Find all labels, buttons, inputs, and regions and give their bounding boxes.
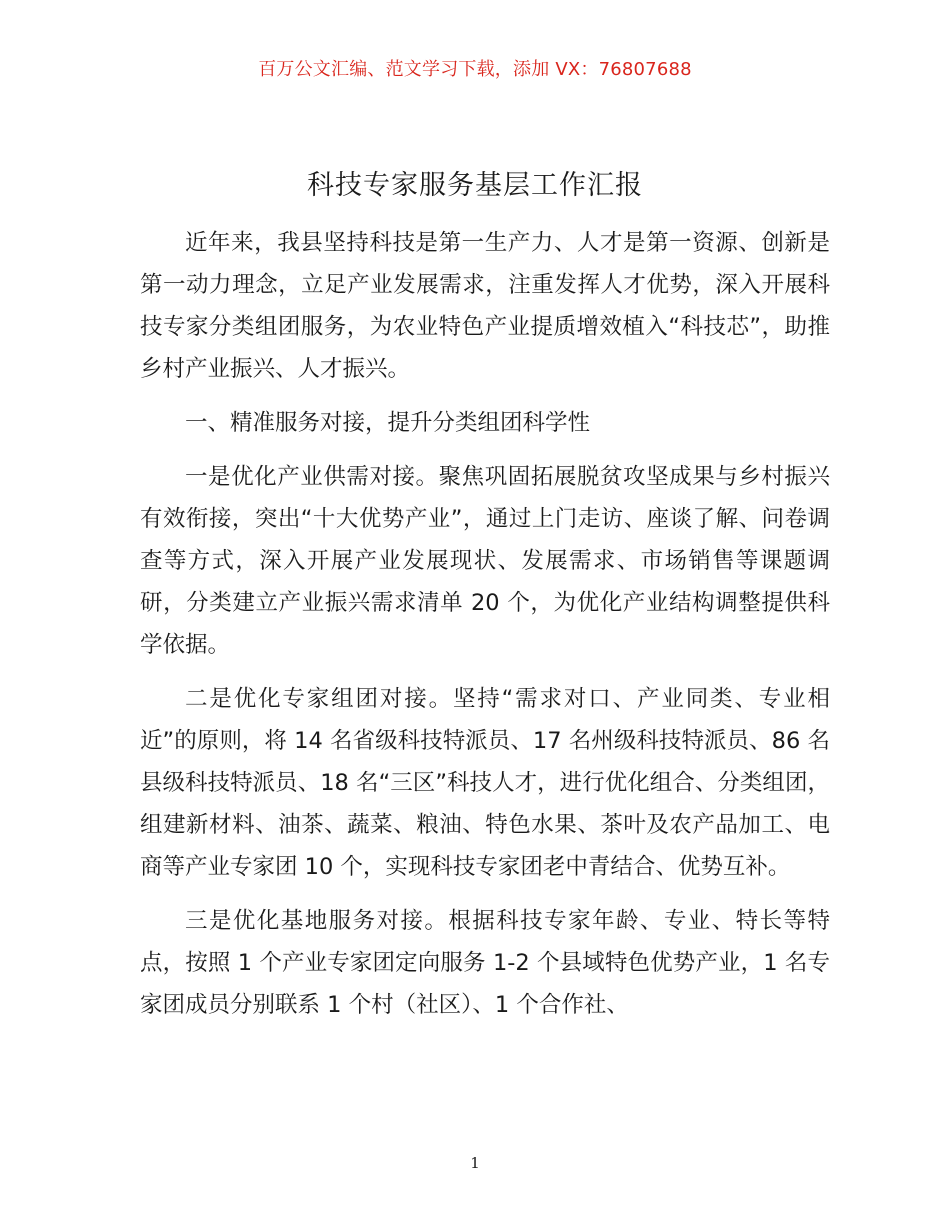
paragraph-intro: 近年来，我县坚持科技是第一生产力、人才是第一资源、创新是第一动力理念，立足产业发展需求，注重发挥人才优势，深入开展科技专家分类组团服务，为农业特色产业提质增效植入“科技芯”，助推乡村产业振兴、人才振兴。	[140, 230, 830, 382]
paragraph-item-1: 一是优化产业供需对接。聚焦巩固拓展脱贫攻坚成果与乡村振兴有效衔接，突出“十大优势产业”，通过上门走访、座谈了解、问卷调查等方式，深入开展产业发展现状、发展需求、市场销售等课题调研，分类建立产业振兴需求清单 20 个，为优化产业结构调整提供科学依据。	[140, 464, 830, 658]
page-number: 1	[470, 1154, 480, 1172]
document-body	[140, 222, 830, 1026]
header-banner: 百万公文汇编、范文学习下载，添加 VX：76807688	[258, 59, 692, 80]
section-heading-1: 一、精准服务对接，提升分类组团科学性	[185, 410, 591, 436]
document-title: 科技专家服务基层工作汇报	[307, 170, 643, 201]
paragraph-item-2: 二是优化专家组团对接。坚持“需求对口、产业同类、专业相近”的原则，将 14 名省级科技特派员、17 名州级科技特派员、86 名县级科技特派员、18 名“三区”科技人才，进行优化组合、分类组团，组建新材料、油茶、蔬菜、粮油、特色水果、茶叶及农产品加工、电商等产业专家团 10 个，实现科技专家团老中青结合、优势互补。	[140, 686, 830, 880]
paragraph-item-3: 三是优化基地服务对接。根据科技专家年龄、专业、特长等特点，按照 1 个产业专家团定向服务 1-2 个县域特色优势产业，1 名专家团成员分别联系 1 个村（社区）、1 个合作社、	[140, 908, 830, 1018]
